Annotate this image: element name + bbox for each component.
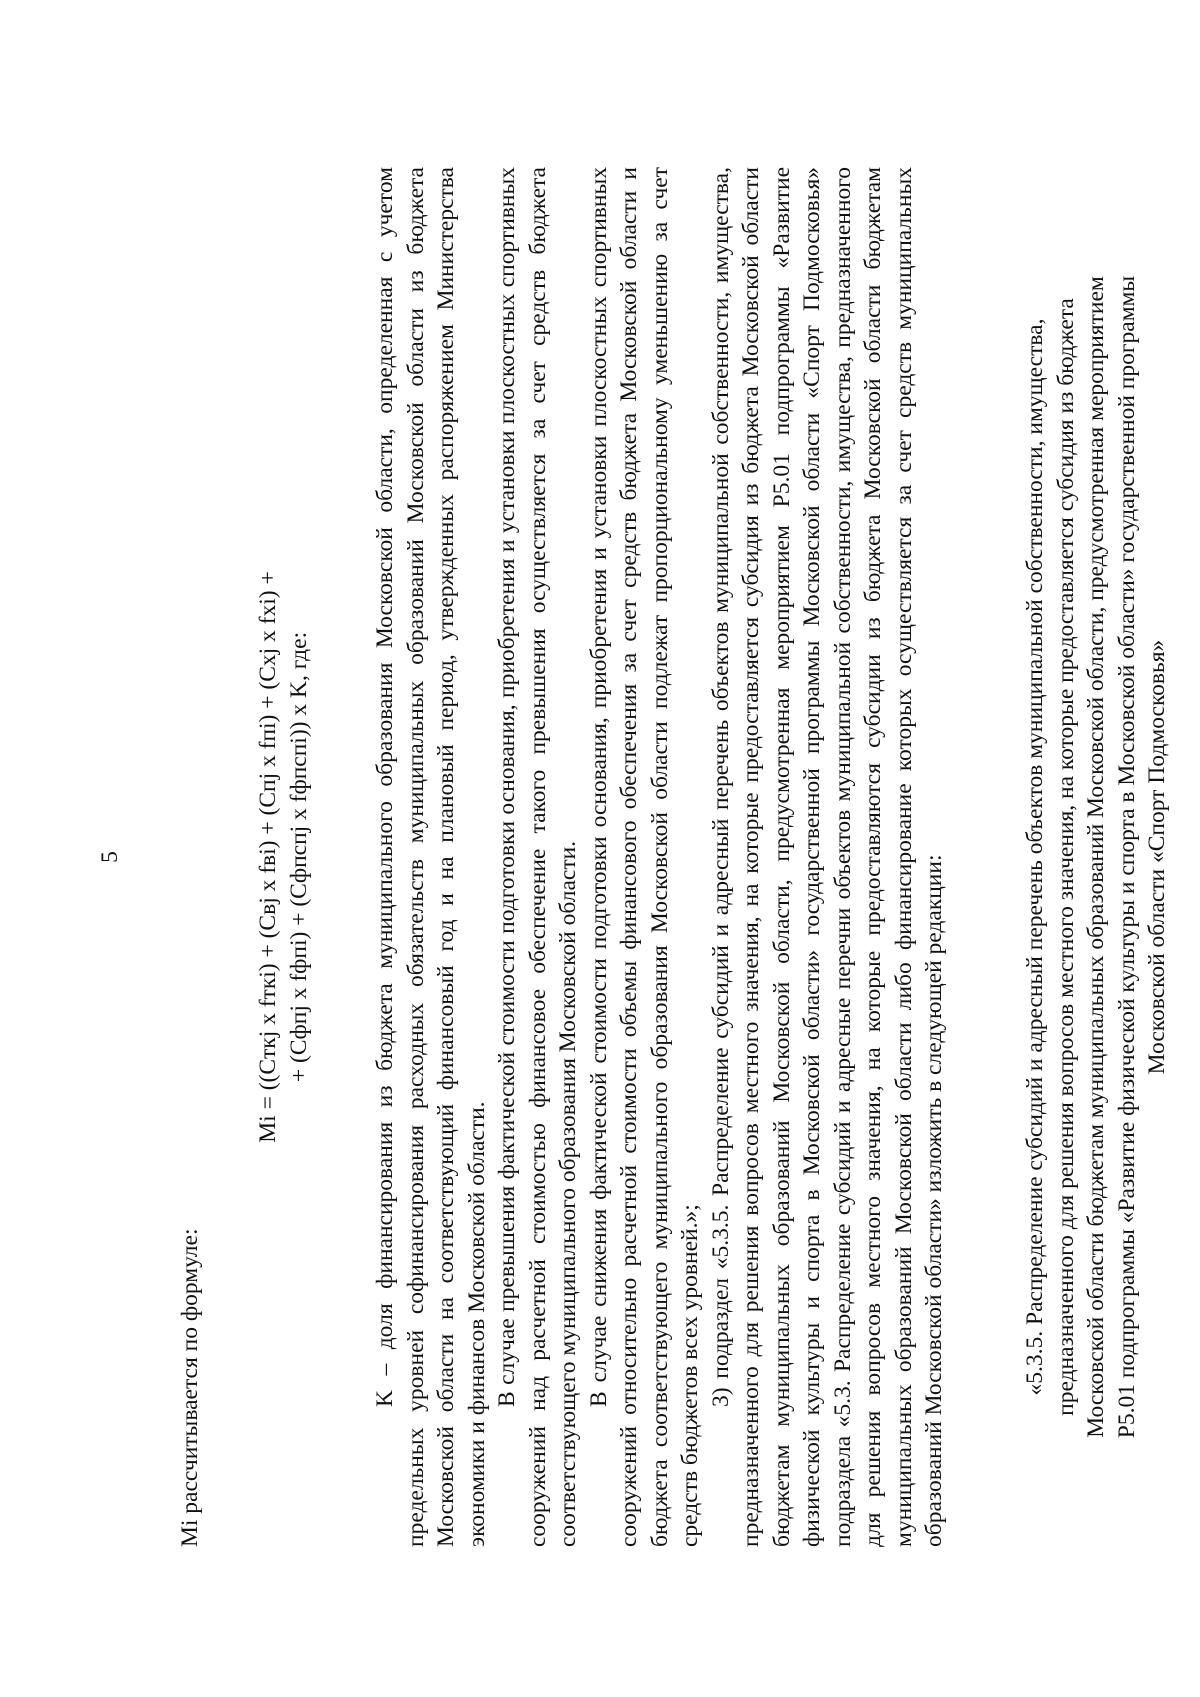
formula-line-1: Mi = ((Cткj x fткi) + (Cвj x fвi) + (Cпj x fпi) + (Cхj x fхi) + bbox=[255, 571, 281, 1143]
section-heading bbox=[1020, 267, 1173, 1447]
paragraph-cost-excess: В случае превышения фактической стоимости подготовки основания, приобретения и установки плоскостных спортивных сооружений над расчетной стоимостью финансовое обеспечение такого превышения осуществляется за счет средств бюджета соответствующего муниципального образования Московской области. bbox=[494, 167, 581, 1547]
heading-line-1: «5.3.5. Распределение субсидий и адресный перечень объектов муниципальной собственности, имущества, bbox=[1022, 318, 1048, 1396]
body-paragraphs bbox=[370, 167, 950, 1547]
paragraph-cost-reduction: В случае снижения фактической стоимости подготовки основания, приобретения и установки плоскостных спортивных сооружений относительно расчетной стоимости объемы финансового обеспечения за счет средств бюджета Московской области и бюджета соответствующего муниципального образования Московской области подлежат пропорциональному уменьшению за счет средств бюджетов всех уровней.»; bbox=[585, 167, 703, 1547]
page-number: 5 bbox=[97, 851, 123, 863]
paragraph-subsection-3: 3) подраздел «5.3.5. Распределение субсидий и адресный перечень объектов муниципальной собственности, имущества, предназначенного для решения вопросов местного значения, на которые предоставляется субсидия из бюджета Московской области бюджетам муниципальных образований Московской области, предусмотренная мероприятием Р5.01 подпрограммы «Развитие физической культуры и спорта в Московской области» государственной программы Московской области «Спорт Подмосковья» подраздела «5.3. Распределение субсидий и адресные перечни объектов муниципальной собственности, имущества, предназначенного для решения вопросов местного значения, на которые предоставляются субсидии из бюджета Московской области бюджетам муниципальных образований Московской области либо финансирование которых осуществляется за счет средств муниципальных образований Московской области» изложить в следующей редакции: bbox=[707, 167, 947, 1547]
formula-lead-text: Mi рассчитывается по формуле: bbox=[177, 1228, 203, 1547]
paragraph-k-definition: K – доля финансирования из бюджета муниципального образования Московской области, определенная с учетом предельных уровней софинансирования расходных обязательств муниципальных образований Московской области из бюджета Московской области на соответствующий финансовый год и на плановый период, утвержденных распоряжением Министерства экономики и финансов Московской области. bbox=[372, 167, 490, 1547]
heading-line-5: Московской области «Спорт Подмосковья» bbox=[1144, 639, 1170, 1075]
formula-line-2: + (Cфпj x fфпi) + (Cфпспj x fфпспi)) x K, где: bbox=[285, 631, 312, 1083]
heading-line-4: Р5.01 подпрограммы «Развитие физической культуры и спорта в Московской области» государственной программы bbox=[1113, 275, 1140, 1439]
heading-line-3: Московской области бюджетам муниципальных образований Московской области, предусмотренная мероприятием bbox=[1083, 276, 1109, 1438]
heading-line-2: предназначенного для решения вопросов местного значения, на которые предоставляется субсидия из бюджета bbox=[1052, 298, 1079, 1416]
formula bbox=[253, 167, 314, 1547]
